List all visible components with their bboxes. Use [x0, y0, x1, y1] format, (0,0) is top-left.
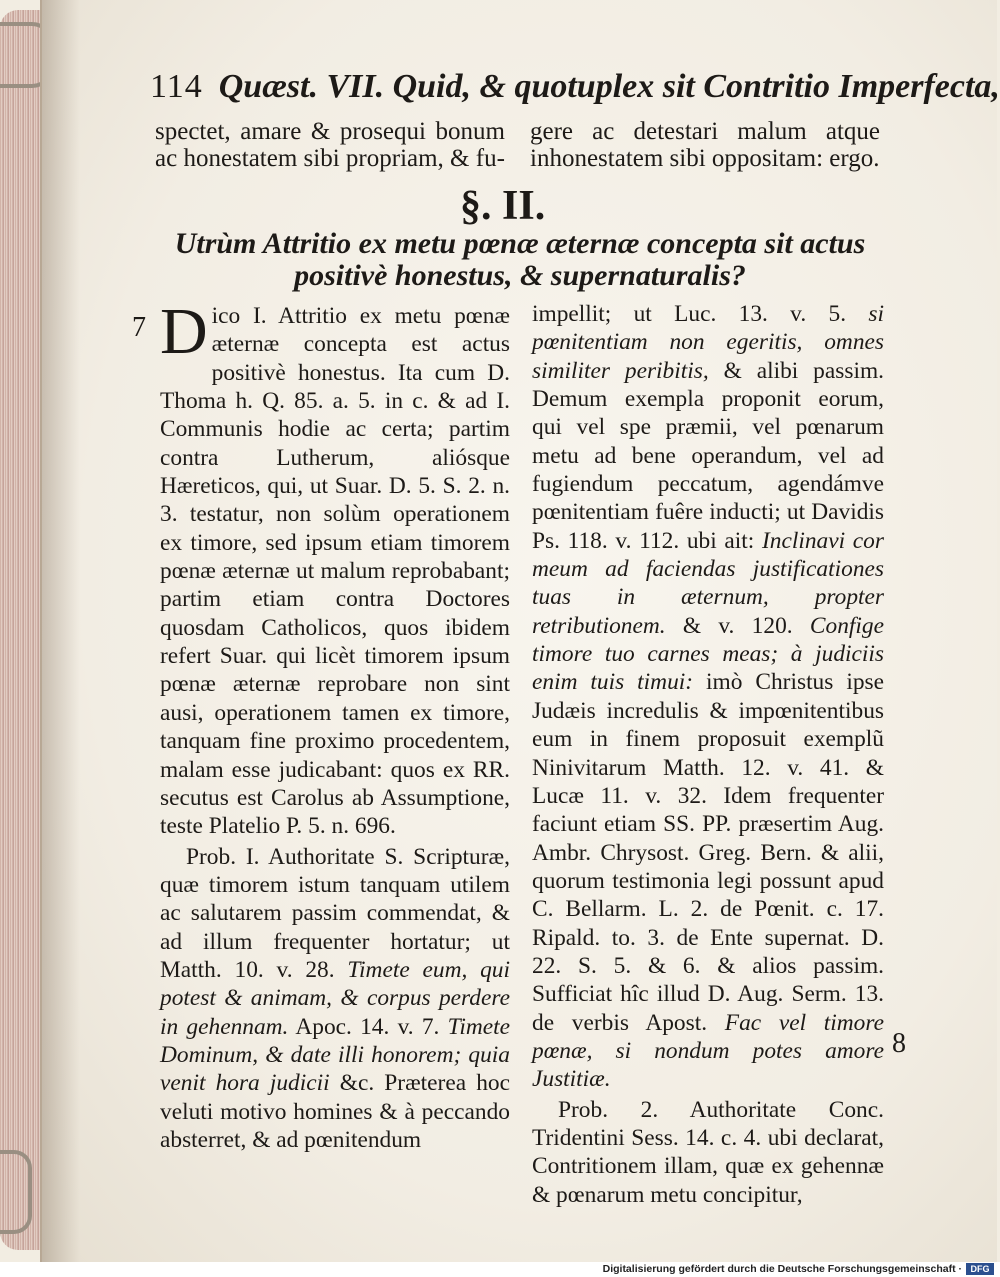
paragraph-text: &c. Præterea hoc veluti motivo homines & à peccando absterret, & ad pœnitendum [160, 1070, 510, 1153]
gutter-shadow [40, 0, 80, 1262]
section-title: Utrùm Attritio ex metu pœnæ æternæ concepta sit actus positivè honestus, & supernaturalis? [174, 227, 866, 292]
paragraph-text: Apoc. 14. v. 7. [295, 1013, 440, 1040]
paragraph-text: ico I. Attritio ex metu pœnæ æternæ concepta est actus positivè honestus. Ita cum D. Thoma h. Q. 85. a. 5. in c. & ad I. Communis hodie ac certa; partim contra Lutherum, aliósque Hæreticos, qui, ut Suar. D. 5. S. 2. n. 3. testatur, non solùm operationem ex timore, sed ipsum etiam timorem pœnæ æternæ ut malum reprobabant; partim etiam contra Doctores quosdam Catholicos, quos ibidem refert Suar. qui licèt timorem ipsum pœnæ æternæ reprobare non sint ausi, operationem tamen ex timore, tanquam fine proximo procedentem, malam esse judicabant: quos ex RR. secutus est Carolus ab Assumptione, teste Platelio P. 5. n. 696. [160, 303, 510, 840]
scripture-quote: Inclinavi cor meum ad faciendas justificationes tuas in æternum, propter retributionem. [532, 527, 884, 639]
drop-cap: D [160, 295, 208, 368]
paragraph-prob-2 [532, 1096, 884, 1209]
section-mark: §. II. [460, 183, 546, 229]
paragraph-text: & alibi passim. Demum exempla proponit eorum, qui vel spe præmii, vel pœnarum metu ad bene operandum, vel ad fugiendum peccatum, agendámve pœnitentiam fuêre inducti; ut Davidis Ps. 118. v. 112. ubi ait: [532, 357, 884, 554]
continuation-left: spectet, amare & prosequi bonum ac honestatem sibi propriam, & fu- [155, 118, 505, 172]
scripture-quote: Timete Dominum, & date illi honorem; quia venit hora judicii [160, 1013, 510, 1097]
paragraph-continuation [532, 300, 884, 1094]
scripture-quote: Fac vel timore pœnæ, si nondum potes amore Justitiæ. [532, 1009, 884, 1093]
scripture-quote: si pœnitentiam non egeritis, omnes similiter peribitis, [532, 301, 884, 384]
paragraph-text: Prob. 2. Authoritate Conc. Tridentini Sess. 14. c. 4. ubi declarat, Contritionem illam, quæ ex gehennæ & pœnarum metu concipitur, [532, 1096, 884, 1208]
book-clip-bottom [0, 1150, 32, 1234]
scripture-quote: Timete eum, qui potest & animam, & corpus perdere in gehennam. [160, 956, 510, 1040]
scripture-quote: Confige timore tuo carnes meas; à judiciis enim tuis timui: [532, 612, 884, 696]
paragraph-text: impellit; ut Luc. 13. v. 5. [532, 301, 847, 327]
paragraph-text: Prob. I. Authoritate S. Scripturæ, quæ timorem istum tanquam utilem ac salutarem passim commendat, & ad illum frequenter hortatur; ut Matth. 10. v. 28. [160, 843, 510, 983]
page-header [150, 68, 1000, 118]
paragraph-dico-1 [160, 295, 510, 841]
margin-number-7: 7 [132, 312, 146, 343]
paragraph-text: imò Christus ipse Judæis incredulis & impœnitentibus eum in finem proposuit exemplũ Ninivitarum Matth. 12. v. 41. & Lucæ 11. v. 32. Idem frequenter faciunt etiam SS. PP. præsertim Aug. Ambr. Chrysost. Greg. Bern. & alii, quorum testimonia legi possunt apud C. Bellarm. L. 2. de Pœnit. c. 17. Ripald. to. 3. de Ente supernat. D. 22. S. 5. & 6. & alios passim. Sufficiat hîc illud D. Aug. Serm. 13. de verbis Apost. [532, 669, 884, 1036]
right-column [532, 300, 884, 1209]
running-title: Quæst. VII. Quid, & quotuplex sit Contritio Imperfecta, [218, 68, 1000, 105]
page-number: 114 [150, 68, 203, 105]
paragraph-text: & v. 120. [682, 612, 793, 639]
margin-number-8: 8 [892, 1028, 906, 1059]
paragraph-prob-1 [160, 843, 510, 1155]
left-column [160, 295, 510, 1154]
continuation-right: gere ac detestari malum atque inhonestatem sibi oppositam: ergo. [530, 118, 880, 172]
digitization-credit: Digitalisierung gefördert durch die Deutsche Forschungsgemeinschaft · [602, 1263, 962, 1275]
dfg-logo: DFG [966, 1263, 994, 1275]
